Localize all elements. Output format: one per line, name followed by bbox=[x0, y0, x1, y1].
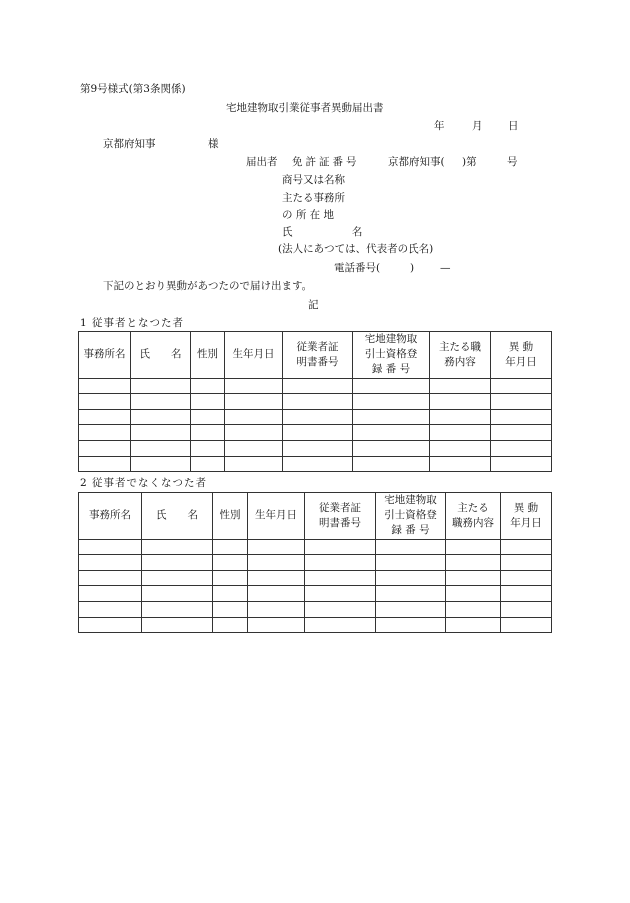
table-row bbox=[79, 409, 552, 425]
table-cell[interactable] bbox=[79, 441, 131, 457]
table-cell[interactable] bbox=[79, 456, 131, 472]
license-value-suffix: 号 bbox=[507, 156, 518, 168]
table-cell[interactable] bbox=[501, 570, 552, 586]
table-cell[interactable] bbox=[376, 570, 446, 586]
table-cell[interactable] bbox=[79, 409, 131, 425]
table-cell[interactable] bbox=[353, 378, 430, 394]
table-cell[interactable] bbox=[142, 617, 213, 633]
table-cell[interactable] bbox=[283, 378, 353, 394]
table-cell[interactable] bbox=[142, 555, 213, 571]
table-cell[interactable] bbox=[142, 570, 213, 586]
table-cell[interactable] bbox=[305, 539, 376, 555]
table-cell[interactable] bbox=[353, 394, 430, 410]
table-cell[interactable] bbox=[283, 394, 353, 410]
table-cell[interactable] bbox=[79, 570, 142, 586]
section2-header-cell: 主たる 職務内容 bbox=[446, 493, 501, 540]
phone-paren-close: ) bbox=[410, 262, 415, 274]
table-cell[interactable] bbox=[305, 602, 376, 618]
table-row bbox=[79, 378, 552, 394]
table-cell[interactable] bbox=[283, 441, 353, 457]
table-cell[interactable] bbox=[430, 456, 491, 472]
table-row bbox=[79, 586, 552, 602]
table-row bbox=[79, 617, 552, 633]
table-cell[interactable] bbox=[353, 425, 430, 441]
table-cell[interactable] bbox=[131, 425, 191, 441]
section1-header-cell: 事務所名 bbox=[79, 332, 131, 379]
section1-header-cell: 氏 名 bbox=[131, 332, 191, 379]
addressee-honorific: 様 bbox=[208, 138, 219, 150]
field-representative-note: (法人にあつては、代表者の氏名) bbox=[278, 243, 434, 255]
table-cell[interactable] bbox=[248, 617, 305, 633]
table-cell[interactable] bbox=[376, 539, 446, 555]
section1-header-cell: 従業者証 明書番号 bbox=[283, 332, 353, 379]
table-cell[interactable] bbox=[191, 378, 225, 394]
table-cell[interactable] bbox=[79, 539, 142, 555]
table-cell[interactable] bbox=[353, 456, 430, 472]
table-cell[interactable] bbox=[446, 555, 501, 571]
table-cell[interactable] bbox=[491, 378, 552, 394]
field-office-location: の 所 在 地 bbox=[282, 209, 335, 221]
table-cell[interactable] bbox=[446, 539, 501, 555]
date-day-label: 日 bbox=[508, 120, 519, 132]
section2-table bbox=[78, 492, 552, 633]
table-cell[interactable] bbox=[142, 586, 213, 602]
phone-dash: — bbox=[440, 262, 451, 274]
table-cell[interactable] bbox=[491, 441, 552, 457]
section1-header-cell: 異 動 年月日 bbox=[491, 332, 552, 379]
table-cell[interactable] bbox=[446, 602, 501, 618]
table-cell[interactable] bbox=[353, 441, 430, 457]
table-cell[interactable] bbox=[305, 570, 376, 586]
table-cell[interactable] bbox=[491, 456, 552, 472]
section1-header-cell: 宅地建物取 引士資格登 録 番 号 bbox=[353, 332, 430, 379]
license-value-prefix: 京都府知事( bbox=[388, 156, 445, 168]
form-number: 第9号様式(第3条関係) bbox=[80, 83, 186, 95]
table-cell[interactable] bbox=[446, 617, 501, 633]
table-cell[interactable] bbox=[213, 602, 248, 618]
table-cell[interactable] bbox=[213, 586, 248, 602]
table-cell[interactable] bbox=[79, 602, 142, 618]
section2-header-cell: 従業者証 明書番号 bbox=[305, 493, 376, 540]
table-cell[interactable] bbox=[446, 586, 501, 602]
table-cell[interactable] bbox=[131, 378, 191, 394]
table-cell[interactable] bbox=[283, 409, 353, 425]
table-cell[interactable] bbox=[79, 394, 131, 410]
table-cell[interactable] bbox=[305, 617, 376, 633]
table-cell[interactable] bbox=[501, 539, 552, 555]
table-cell[interactable] bbox=[501, 617, 552, 633]
section1-header-cell: 主たる職 務内容 bbox=[430, 332, 491, 379]
table-cell[interactable] bbox=[248, 602, 305, 618]
table-cell[interactable] bbox=[430, 425, 491, 441]
table-row bbox=[79, 441, 552, 457]
section2-header-cell: 氏 名 bbox=[142, 493, 213, 540]
notifier-label: 届出者 bbox=[246, 156, 278, 168]
section2-header-cell: 生年月日 bbox=[248, 493, 305, 540]
section2-header-cell: 事務所名 bbox=[79, 493, 142, 540]
table-cell[interactable] bbox=[376, 617, 446, 633]
table-cell[interactable] bbox=[191, 394, 225, 410]
table-cell[interactable] bbox=[225, 425, 283, 441]
table-cell[interactable] bbox=[79, 378, 131, 394]
phone-label: 電話番号( bbox=[334, 262, 381, 274]
section1-header-cell: 生年月日 bbox=[225, 332, 283, 379]
table-cell[interactable] bbox=[79, 425, 131, 441]
statement-text: 下記のとおり異動があつたので届け出ます。 bbox=[103, 280, 313, 292]
table-cell[interactable] bbox=[225, 409, 283, 425]
date-year-label: 年 bbox=[434, 120, 445, 132]
table-cell[interactable] bbox=[225, 456, 283, 472]
table-cell[interactable] bbox=[501, 555, 552, 571]
table-cell[interactable] bbox=[430, 441, 491, 457]
addressee-name: 京都府知事 bbox=[103, 138, 156, 150]
date-month-label: 月 bbox=[472, 120, 483, 132]
field-full-name: 氏 名 bbox=[282, 226, 391, 238]
table-row bbox=[79, 539, 552, 555]
table-cell[interactable] bbox=[191, 456, 225, 472]
table-cell[interactable] bbox=[79, 586, 142, 602]
table-cell[interactable] bbox=[491, 425, 552, 441]
table-cell[interactable] bbox=[142, 539, 213, 555]
table-cell[interactable] bbox=[131, 409, 191, 425]
ki-label: 記 bbox=[308, 299, 319, 311]
table-cell[interactable] bbox=[225, 441, 283, 457]
field-main-office: 主たる事務所 bbox=[282, 192, 345, 204]
table-cell[interactable] bbox=[191, 441, 225, 457]
license-number-label: 免許証番号 bbox=[292, 156, 360, 168]
section2-heading: 2 従事者でなくなつた者 bbox=[80, 477, 208, 489]
table-cell[interactable] bbox=[248, 570, 305, 586]
table-cell[interactable] bbox=[131, 394, 191, 410]
table-row bbox=[79, 394, 552, 410]
table-cell[interactable] bbox=[376, 586, 446, 602]
table-cell[interactable] bbox=[353, 409, 430, 425]
section2-header-row bbox=[79, 493, 552, 540]
table-cell[interactable] bbox=[376, 602, 446, 618]
table-cell[interactable] bbox=[225, 378, 283, 394]
section1-header-row bbox=[79, 332, 552, 379]
table-cell[interactable] bbox=[248, 539, 305, 555]
table-cell[interactable] bbox=[248, 555, 305, 571]
section1-table bbox=[78, 331, 552, 472]
table-cell[interactable] bbox=[213, 539, 248, 555]
section2-header-cell: 宅地建物取 引士資格登 録 番 号 bbox=[376, 493, 446, 540]
table-cell[interactable] bbox=[491, 394, 552, 410]
table-row bbox=[79, 555, 552, 571]
table-cell[interactable] bbox=[191, 409, 225, 425]
table-cell[interactable] bbox=[79, 617, 142, 633]
table-cell[interactable] bbox=[213, 555, 248, 571]
table-cell[interactable] bbox=[79, 555, 142, 571]
field-trade-name: 商号又は名称 bbox=[282, 174, 345, 186]
table-row bbox=[79, 425, 552, 441]
table-cell[interactable] bbox=[305, 555, 376, 571]
table-cell[interactable] bbox=[491, 409, 552, 425]
table-row bbox=[79, 602, 552, 618]
table-cell[interactable] bbox=[501, 602, 552, 618]
table-cell[interactable] bbox=[376, 555, 446, 571]
table-cell[interactable] bbox=[248, 586, 305, 602]
section1-heading: 1 従事者となつた者 bbox=[80, 317, 185, 329]
table-cell[interactable] bbox=[225, 394, 283, 410]
table-cell[interactable] bbox=[430, 378, 491, 394]
table-cell[interactable] bbox=[430, 409, 491, 425]
table-cell[interactable] bbox=[142, 602, 213, 618]
table-row bbox=[79, 570, 552, 586]
table-cell[interactable] bbox=[213, 570, 248, 586]
table-cell[interactable] bbox=[283, 456, 353, 472]
table-cell[interactable] bbox=[213, 617, 248, 633]
table-cell[interactable] bbox=[131, 456, 191, 472]
section2-header-cell: 性別 bbox=[213, 493, 248, 540]
section1-header-cell: 性別 bbox=[191, 332, 225, 379]
table-cell[interactable] bbox=[191, 425, 225, 441]
table-row bbox=[79, 456, 552, 472]
table-cell[interactable] bbox=[430, 394, 491, 410]
table-cell[interactable] bbox=[131, 441, 191, 457]
table-cell[interactable] bbox=[283, 425, 353, 441]
table-cell[interactable] bbox=[446, 570, 501, 586]
table-cell[interactable] bbox=[501, 586, 552, 602]
document-title: 宅地建物取引業従事者異動届出書 bbox=[226, 102, 384, 114]
license-value-mid: )第 bbox=[462, 156, 477, 168]
table-cell[interactable] bbox=[305, 586, 376, 602]
section2-header-cell: 異 動 年月日 bbox=[501, 493, 552, 540]
